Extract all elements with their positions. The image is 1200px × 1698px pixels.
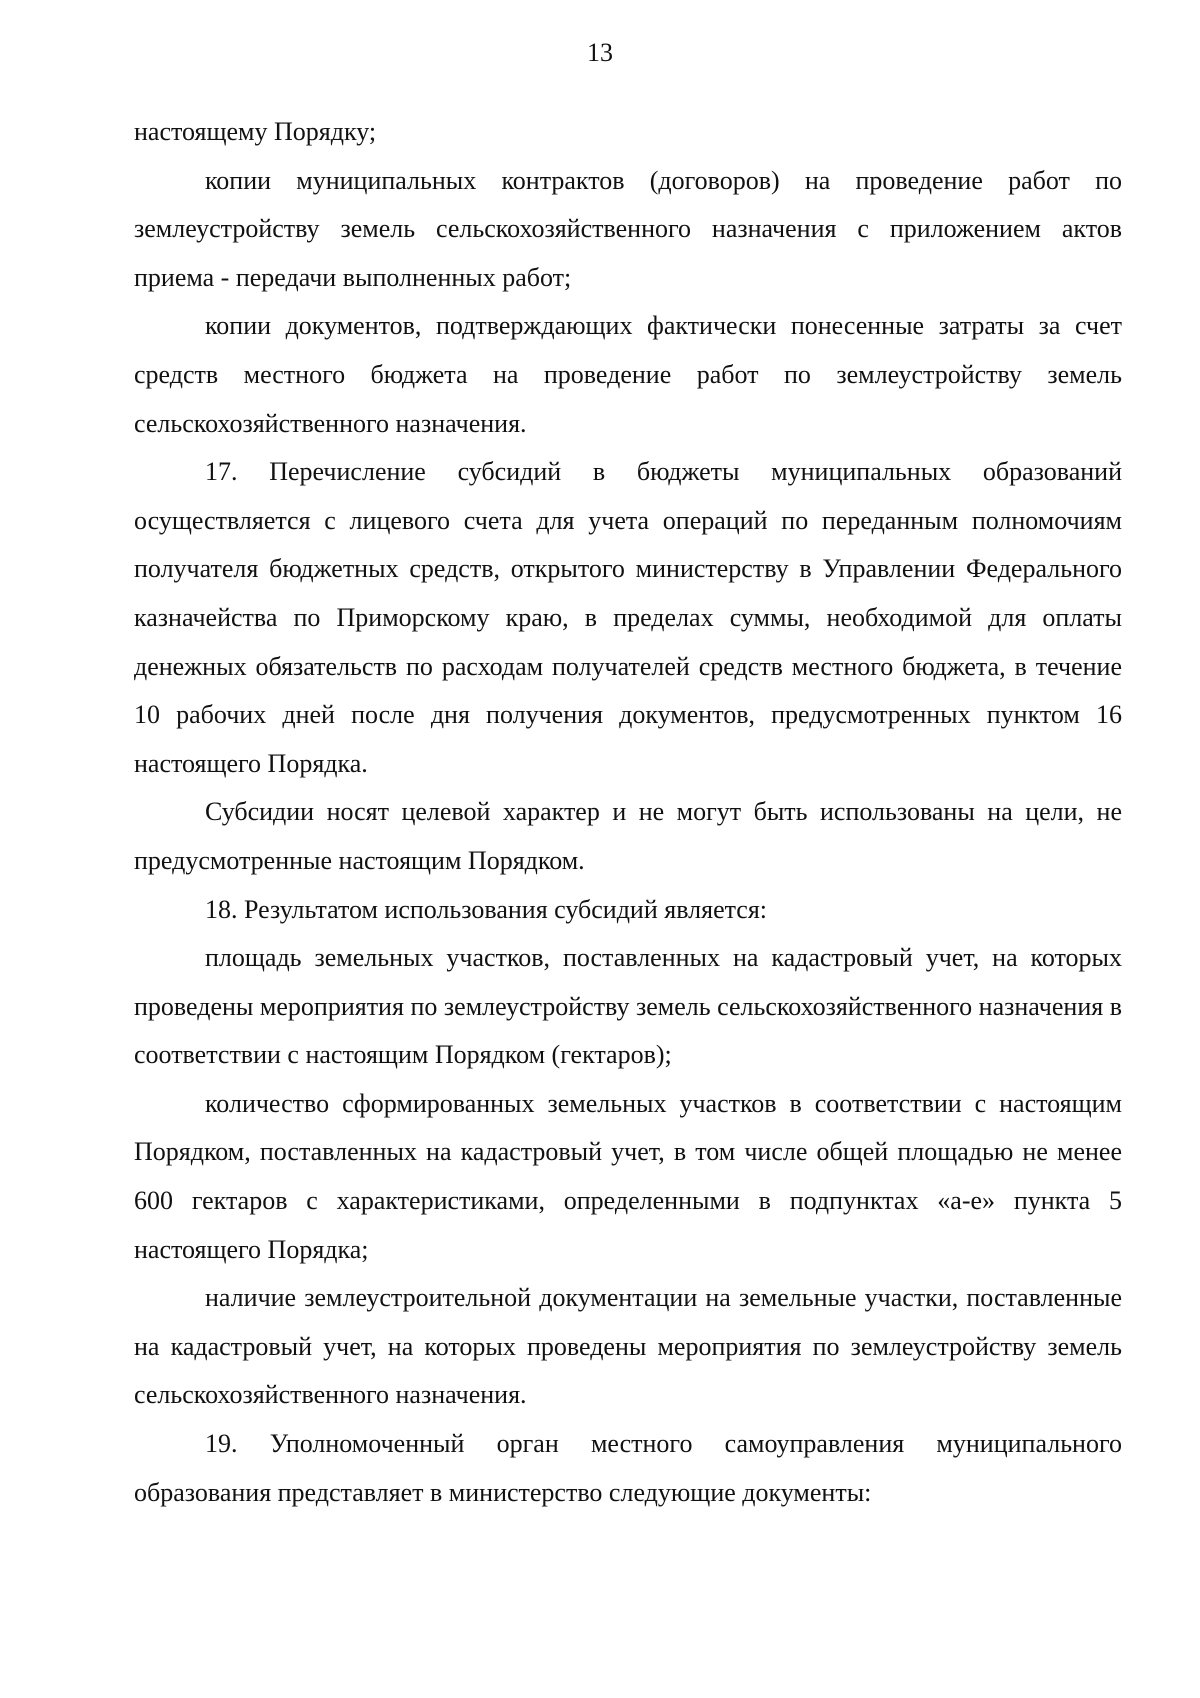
paragraph-land-area-result: площадь земельных участков, поставленных на кадастровый учет, на которых проведены мероприятия по землеустройству земель сельскохозяйственного назначения в соответствии с настоящим Порядком (гектаров); (134, 943, 1122, 1070)
paragraph-continuation: настоящему Порядку; (134, 117, 377, 146)
paragraph-subsidy-purpose: Субсидии носят целевой характер и не могут быть использованы на цели, не предусмотренные настоящим Порядком. (134, 797, 1122, 875)
document-body (134, 108, 1122, 1517)
paragraph-expense-documents: копии документов, подтверждающих фактически понесенные затраты за счет средств местного бюджета на проведение работ по землеустройству земель сельскохозяйственного назначения. (134, 311, 1122, 438)
paragraph-item-18: 18. Результатом использования субсидий является: (205, 894, 768, 924)
page-number: 13 (587, 38, 613, 67)
paragraph-item-17: 17. Перечисление субсидий в бюджеты муниципальных образований осуществляется с лицевого счета для учета операций по переданным полномочиям получателя бюджетных средств, открытого министерству в Управлении Федерального казначейства по Приморскому краю, в пределах суммы, необходимой для оплаты денежных обязательств по расходам получателей средств местного бюджета, в течение 10 рабочих дней после дня получения документов, предусмотренных пунктом 16 настоящего Порядка. (134, 457, 1122, 778)
paragraph-contract-copies: копии муниципальных контрактов (договоров) на проведение работ по землеустройству земель сельскохозяйственного назначения с приложением актов приема - передачи выполненных работ; (134, 165, 1122, 292)
paragraph-land-plots-count: количество сформированных земельных участков в соответствии с настоящим Порядком, поставленных на кадастровый учет, в том числе общей площадью не менее 600 гектаров с характеристиками, определенными в подпунктах «а-е» пункта 5 настоящего Порядка; (134, 1088, 1122, 1264)
paragraph-documentation-result: наличие землеустроительной документации на земельные участки, поставленные на кадастровый учет, на которых проведены мероприятия по землеустройству земель сельскохозяйственного назначения. (134, 1283, 1122, 1410)
paragraph-item-19: 19. Уполномоченный орган местного самоуправления муниципального образования представляет в министерство следующие документы: (134, 1429, 1122, 1507)
